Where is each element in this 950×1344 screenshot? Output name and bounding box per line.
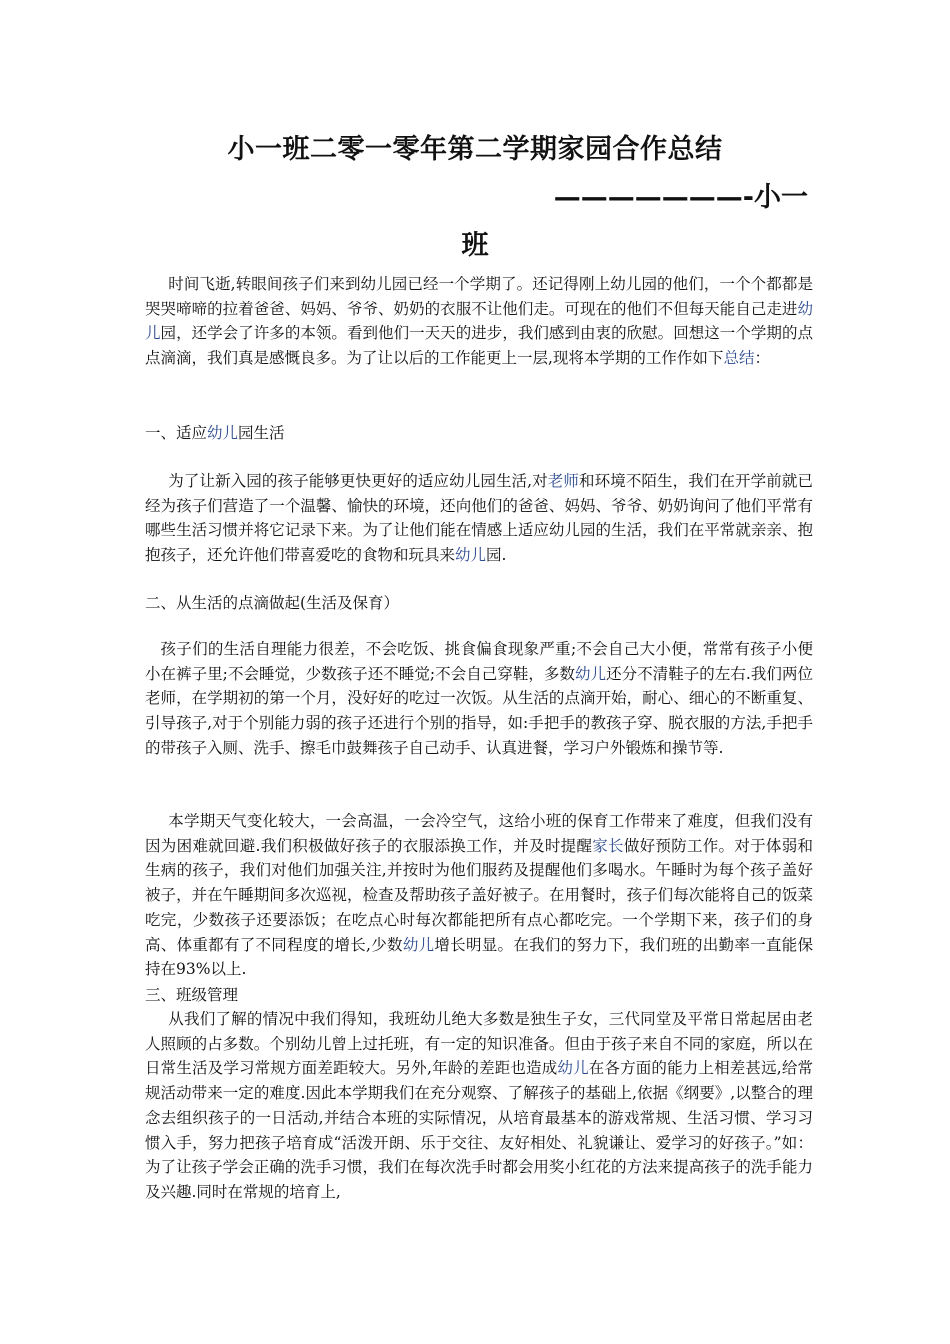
paragraph-intro <box>145 272 813 371</box>
link-kindergarten[interactable]: 幼儿 <box>455 546 487 565</box>
text-run: 做好预防工作。对于体弱和生病的孩子，我们对他们加强关注,并按时为他们服药及提醒他们多喝水。午睡时为每个孩子盖好被子，并在午睡期间多次巡视，检查及帮助孩子盖好被子。在用餐时，孩子们每次能将自己的饭菜吃完，少数孩子还要添饭；在吃点心时每次都能把所有点心都吃完。一个学期下来，孩子们的身高、体重都有了不同程度的增长,少数 <box>145 836 813 954</box>
link-children[interactable]: 幼儿 <box>402 935 435 954</box>
text-run: 本学期天气变化较大，一会高温，一会冷空气，这给小班的保育工作带来了难度，但我们没有因为困难就回避.我们积极做好孩子的衣服添换工作，并及时提醒 <box>145 812 813 855</box>
document-byline-line2: 班 <box>461 230 489 261</box>
document-byline-line1: ———————-小一 <box>553 182 808 213</box>
heading-text <box>145 421 813 446</box>
text-run: 园. <box>486 546 507 565</box>
text-run: 增长明显。在我们的努力下，我们班的出勤率一直能保持在93%以上. <box>145 935 813 979</box>
text-run: ： <box>754 349 770 368</box>
link-kindergarten[interactable]: 幼儿 <box>207 424 239 442</box>
heading-text: 三、班级管理 <box>145 986 239 1004</box>
paragraph-daily-life <box>145 637 813 761</box>
link-children[interactable]: 幼儿 <box>575 664 607 683</box>
paragraph-text <box>145 809 813 982</box>
text-run: 园，还学会了许多的本领。看到他们一天天的进步，我们感到由衷的欣慰。回想这一个学期的点点滴滴，我们真是感慨良多。为了让以后的工作能更上一层,现将本学期的工作作如下 <box>145 324 813 368</box>
document-title: 小一班二零一零年第二学期家园合作总结 <box>227 134 723 165</box>
text-run: 和环境不陌生，我们在开学前就已经为孩子们营造了一个温馨、愉快的环境，还向他们的爸爸、妈妈、爷爷、奶奶询问了他们平常有哪些生活习惯并将它记录下来。为了让他们能在情感上适应幼儿园的生活，我们在平常就亲亲、抱抱孩子，还允许他们带喜爱吃的食物和玩具来 <box>145 472 813 565</box>
paragraph-health <box>145 809 813 982</box>
section-heading-1 <box>145 421 813 446</box>
text-run: 孩子们的生活自理能力很差，不会吃饭、挑食偏食现象严重;不会自己大小便，常常有孩子小便小在裤子里;不会睡觉，少数孩子还不睡觉;不会自己穿鞋，多数 <box>145 640 813 683</box>
paragraph-text <box>145 1007 813 1205</box>
text-run: 为了让新入园的孩子能够更快更好的适应幼儿园生活,对 <box>168 472 548 490</box>
text-run: 还分不清鞋子的左右.我们两位老师，在学期初的第一个月，没好好的吃过一次饭。从生活的点滴开始，耐心、细心的不断重复、引导孩子,对于个别能力弱的孩子还进行个别的指导，如:手把手的教孩子穿、脱衣服的方法,手把手的带孩子入厕、洗手、擦毛巾鼓舞孩子自己动手、认真进餐，学习户外锻炼和操节等. <box>145 664 813 757</box>
section-heading-2 <box>145 591 813 616</box>
text-run: 在各方面的能力上相差甚远,给常规活动带来一定的难度.因此本学期我们在充分观察、了解孩子的基础上,依据《纲要》,以整合的理念去组织孩子的一日活动,并结合本班的实际情况，从培育最基本的游戏常规、生活习惯、学习习惯入手，努力把孩子培育成“活泼开朗、乐于交往、友好相处、礼貌谦让、爱学习的好孩子。”如：为了让孩子学会正确的洗手习惯，我们在每次洗手时都会用奖小红花的方法来提高孩子的洗手能力及兴趣.同时在常规的培育上, <box>145 1059 813 1201</box>
paragraph-text <box>145 469 813 568</box>
text-run: 园生活 <box>238 424 285 442</box>
text-run: 从我们了解的情况中我们得知，我班幼儿绝大多数是独生子女，三代同堂及平常日常起居由老人照顾的占多数。个别幼儿曾上过托班，有一定的知识准备。但由于孩子来自不同的家庭，所以在日常生活及学习常规方面差距较大。另外,年龄的差距也造成 <box>145 1010 813 1078</box>
heading-text: 二、从生活的点滴做起(生活及保育） <box>145 594 400 612</box>
link-teacher[interactable]: 老师 <box>547 472 580 490</box>
paragraph-class-management <box>145 1007 813 1205</box>
link-summary[interactable]: 总结 <box>723 349 755 368</box>
link-kindergarten[interactable]: 幼儿 <box>145 299 813 343</box>
link-parents[interactable]: 家长 <box>592 836 624 855</box>
paragraph-text <box>145 272 813 371</box>
paragraph-adapt <box>145 469 813 568</box>
text-run: 一、适应 <box>145 424 208 442</box>
text-run: 时间飞逝,转眼间孩子们来到幼儿园已经一个学期了。还记得刚上幼儿园的他们，一个个都都是哭哭啼啼的拉着爸爸、妈妈、爷爷、奶奶的衣服不让他们走。可现在的他们不但每天能自己走进 <box>145 275 813 318</box>
paragraph-text <box>145 637 813 761</box>
section-heading-3 <box>145 983 813 1008</box>
link-children[interactable]: 幼儿 <box>557 1059 589 1078</box>
